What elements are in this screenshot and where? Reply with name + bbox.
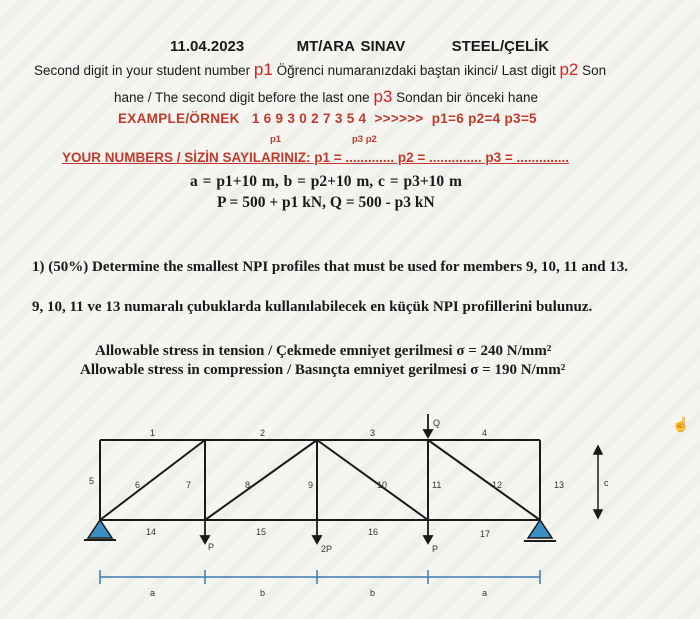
arrowhead (594, 446, 602, 454)
label-member-10: 10 (377, 480, 388, 490)
instruction-text: Sondan bir önceki hane (392, 90, 538, 105)
instruction-text: Öğrenci numaranızdaki baştan ikinci/ Last digit (272, 63, 560, 78)
instruction-text: Son (578, 63, 607, 78)
label-member-1: 1 (150, 428, 156, 438)
p2-marker: p2 (559, 60, 579, 79)
load-label-p-right: P (432, 544, 439, 554)
label-member-14: 14 (146, 527, 157, 537)
member-8 (205, 440, 317, 520)
arrowhead (594, 510, 602, 518)
exam-type: MT/ARA SINAV (296, 38, 406, 55)
example-p3p2-mark: p3 p2 (352, 134, 377, 145)
load-label-p-left: P (208, 542, 215, 552)
stress-compression: Allowable stress in compression / Basınçta emniyet gerilmesi σ = 190 N/mm² (80, 362, 566, 378)
label-member-3: 3 (370, 428, 376, 438)
arrowhead (424, 536, 432, 543)
p1-marker: p1 (253, 60, 273, 79)
label-member-15: 15 (256, 527, 267, 537)
instruction-text: hane / The second digit before the last one (114, 90, 374, 105)
header (170, 38, 549, 55)
label-member-5: 5 (89, 476, 95, 486)
dim-label-a-right: a (482, 588, 488, 598)
label-member-9: 9 (308, 480, 314, 490)
example-arrows: >>>>>> (374, 111, 424, 126)
exam-date: 11.04.2023 (170, 38, 245, 55)
label-member-8: 8 (245, 480, 251, 490)
course-name: STEEL/ÇELİK (451, 38, 550, 55)
instruction-line-1 (34, 60, 606, 80)
load-label-q: Q (433, 418, 441, 428)
example-p1-mark: p1 (270, 134, 282, 145)
truss-diagram (80, 410, 640, 610)
label-member-2: 2 (260, 428, 266, 438)
arrowhead (424, 430, 432, 437)
instruction-line-2 (114, 87, 538, 107)
load-label-2p: 2P (321, 544, 333, 554)
label-member-12: 12 (492, 480, 503, 490)
label-member-7: 7 (186, 480, 192, 490)
example-label: EXAMPLE/ÖRNEK (118, 111, 240, 126)
example-number: 1 6 9 3 0 2 7 3 5 4 (251, 111, 367, 126)
question-turkish: 9, 10, 11 ve 13 numaralı çubuklarda kullanılabilecek en küçük NPI profillerini bulunuz. (32, 299, 593, 315)
p3-marker: p3 (373, 87, 393, 106)
pin-support-left (88, 520, 112, 538)
span-dimensions (100, 570, 540, 584)
label-member-6: 6 (135, 480, 141, 490)
height-label: c (604, 478, 609, 488)
height-dimension (594, 446, 602, 518)
example-line (118, 111, 537, 126)
example-result: p1=6 p2=4 p3=5 (431, 111, 537, 126)
your-numbers-line: YOUR NUMBERS / SİZİN SAYILARINIZ: p1 = ............. p2 = .............. p3 = .............. (62, 150, 569, 165)
dim-label-b-right: b (370, 588, 376, 598)
label-member-13: 13 (554, 480, 565, 490)
dim-label-b-left: b (260, 588, 266, 598)
member-10 (317, 440, 428, 520)
truss-members (100, 440, 540, 520)
formula-dimensions: a = p1+10 m, b = p2+10 m, c = p3+10 m (190, 173, 462, 190)
label-member-16: 16 (368, 527, 379, 537)
formula-loads: P = 500 + p1 kN, Q = 500 - p3 kN (217, 194, 435, 211)
member-labels (89, 418, 609, 598)
question-english: 1) (50%) Determine the smallest NPI profiles that must be used for members 9, 10, 11 and 13. (32, 259, 629, 275)
label-member-4: 4 (482, 428, 488, 438)
roller-support-right (528, 520, 552, 538)
member-12 (428, 440, 540, 520)
label-member-17: 17 (480, 529, 491, 539)
stress-tension: Allowable stress in tension / Çekmede emniyet gerilmesi σ = 240 N/mm² (95, 343, 552, 359)
dim-label-a-left: a (150, 588, 156, 598)
pointer-cursor-icon: ☝ (672, 416, 690, 432)
instruction-text: Second digit in your student number (34, 63, 254, 78)
arrowhead (313, 536, 321, 543)
label-member-11: 11 (432, 480, 442, 490)
